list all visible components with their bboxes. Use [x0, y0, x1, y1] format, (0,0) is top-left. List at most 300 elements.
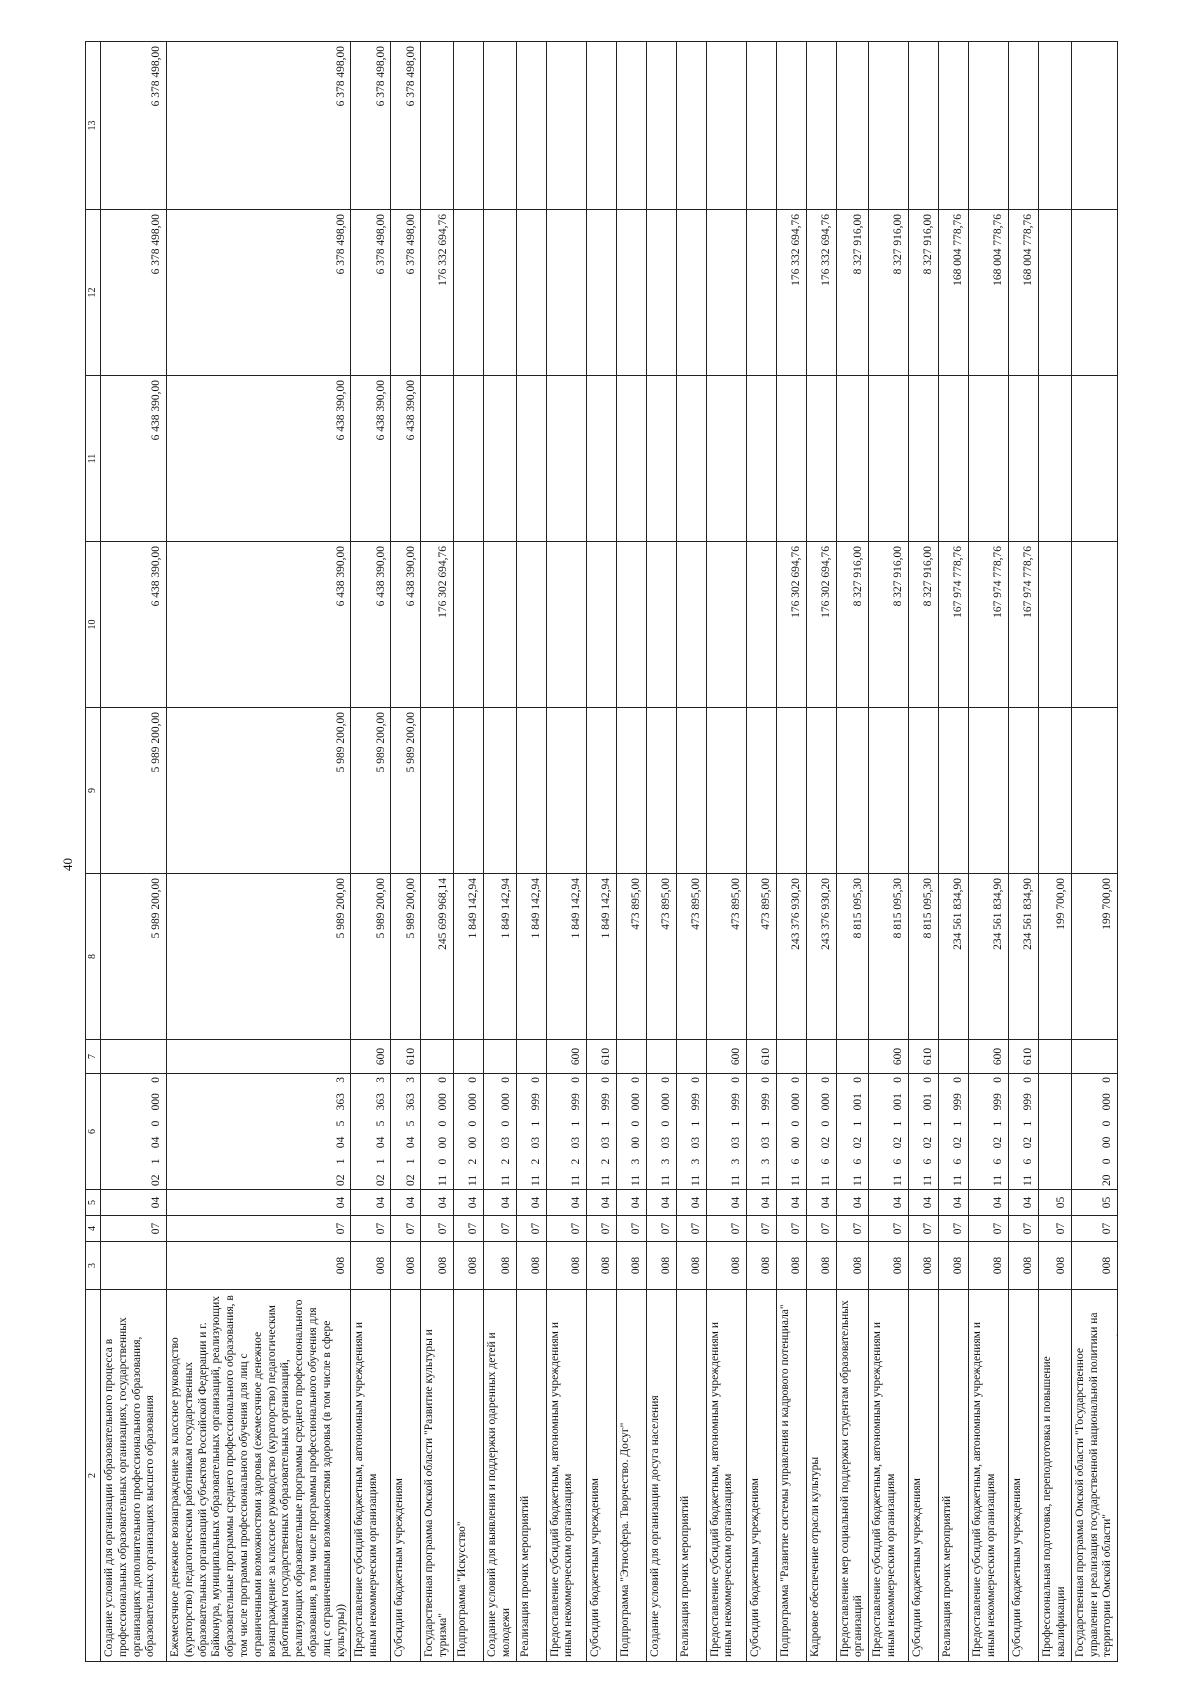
- amount-cell: 473 895,00: [706, 874, 746, 1040]
- code-part: 1: [374, 1158, 387, 1165]
- column-number: 13: [86, 42, 101, 210]
- code-part: 0: [437, 1120, 450, 1127]
- code-part: 11: [569, 1174, 582, 1186]
- amount-cell: 5 989 200,00: [391, 708, 421, 874]
- row-name: Предоставление субсидий бюджетным, автономным учреждениям и иным некоммерческим организациям: [351, 1290, 391, 1662]
- expense-type-code: 600: [706, 1040, 746, 1074]
- table-row: [391, 42, 421, 1662]
- target-article-code: [939, 1074, 969, 1190]
- amount-cell: 176 332 694,76: [421, 210, 454, 376]
- amount-cell: 167 974 778,76: [969, 542, 1009, 708]
- code-part: 1: [689, 1120, 702, 1127]
- subsection-code: 04: [546, 1190, 586, 1216]
- row-name: Предоставление субсидий бюджетным, автономным учреждениям и иным некоммерческим организациям: [706, 1290, 746, 1662]
- code-part: 02: [992, 1136, 1005, 1149]
- amount-cell: [586, 42, 616, 210]
- table-row: [1039, 42, 1072, 1662]
- amount-cell: [676, 210, 706, 376]
- code-part: 11: [659, 1174, 672, 1186]
- code-part: 001: [892, 1093, 905, 1111]
- amount-cell: [706, 708, 746, 874]
- code-part: 999: [529, 1093, 542, 1111]
- amount-cell: 168 004 778,76: [939, 210, 969, 376]
- target-article-code: [421, 1074, 454, 1190]
- code-part: 1: [404, 1158, 417, 1165]
- target-article-code: [746, 1074, 776, 1190]
- amount-cell: [969, 708, 1009, 874]
- subsection-code: 04: [516, 1190, 546, 1216]
- code-part: 6: [922, 1158, 935, 1165]
- code-part: 11: [992, 1174, 1005, 1186]
- code-part: 02: [952, 1136, 965, 1149]
- row-name: Субсидии бюджетным учреждениям: [586, 1290, 616, 1662]
- amount-cell: [746, 210, 776, 376]
- section-code: 07: [939, 1216, 969, 1242]
- code-part: 02: [404, 1174, 417, 1186]
- page-number: 40: [60, 858, 75, 871]
- amount-cell: [706, 542, 746, 708]
- ministry-code: 008: [909, 1242, 939, 1290]
- code-part: 0: [499, 1120, 512, 1127]
- code-parts: [952, 1077, 966, 1186]
- subsection-code: 04: [676, 1190, 706, 1216]
- ministry-code: 008: [939, 1242, 969, 1290]
- code-part: 5: [404, 1120, 417, 1127]
- code-parts: [730, 1077, 744, 1186]
- code-part: 3: [689, 1158, 702, 1165]
- amount-cell: 6 378 498,00: [351, 42, 391, 210]
- amount-cell: [616, 376, 646, 542]
- amount-cell: [806, 42, 836, 210]
- code-part: 0: [922, 1077, 935, 1083]
- table-row: [836, 42, 869, 1662]
- code-parts: [790, 1077, 804, 1186]
- code-part: 000: [437, 1093, 450, 1111]
- code-part: 00: [467, 1136, 480, 1149]
- target-article-code: [586, 1074, 616, 1190]
- amount-cell: [746, 542, 776, 708]
- subsection-code: 04: [706, 1190, 746, 1216]
- code-part: 11: [952, 1174, 965, 1186]
- section-code: 07: [453, 1216, 483, 1242]
- row-name: Реализация прочих мероприятий: [939, 1290, 969, 1662]
- code-parts: [150, 1077, 164, 1186]
- amount-cell: 1 849 142,94: [516, 874, 546, 1040]
- code-part: 2: [599, 1158, 612, 1165]
- ministry-code: 008: [676, 1242, 706, 1290]
- amount-cell: [909, 376, 939, 542]
- code-part: 2: [467, 1158, 480, 1165]
- code-part: 999: [689, 1093, 702, 1111]
- code-part: 2: [569, 1158, 582, 1165]
- target-article-code: [1039, 1074, 1072, 1190]
- amount-cell: [869, 42, 909, 210]
- code-part: 000: [499, 1093, 512, 1111]
- table-row: [869, 42, 909, 1662]
- expense-type-code: [1039, 1040, 1072, 1074]
- amount-cell: [806, 376, 836, 542]
- section-code: 07: [676, 1216, 706, 1242]
- section-code: 07: [1039, 1216, 1072, 1242]
- table-row: [746, 42, 776, 1662]
- amount-cell: [453, 42, 483, 210]
- section-code: 07: [909, 1216, 939, 1242]
- subsection-code: 05: [1071, 1190, 1117, 1216]
- amount-cell: 234 561 834,90: [969, 874, 1009, 1040]
- target-article-code: [391, 1074, 421, 1190]
- subsection-code: 04: [836, 1190, 869, 1216]
- subsection-code: 04: [616, 1190, 646, 1216]
- amount-cell: [453, 376, 483, 542]
- code-part: 11: [1022, 1174, 1035, 1186]
- expense-type-code: [421, 1040, 454, 1074]
- expense-type-code: [646, 1040, 676, 1074]
- amount-cell: 8 327 916,00: [836, 542, 869, 708]
- subsection-code: 04: [939, 1190, 969, 1216]
- code-part: 999: [729, 1093, 742, 1111]
- table-row: [1071, 42, 1117, 1662]
- amount-cell: [1039, 42, 1072, 210]
- table-row: [421, 42, 454, 1662]
- amount-cell: 6 378 498,00: [391, 42, 421, 210]
- table-row: [776, 42, 806, 1662]
- code-parts: [467, 1077, 481, 1186]
- code-part: 0: [1101, 1120, 1114, 1127]
- amount-cell: [1039, 376, 1072, 542]
- amount-cell: 5 989 200,00: [167, 874, 351, 1040]
- code-part: 6: [1022, 1158, 1035, 1165]
- amount-cell: [516, 42, 546, 210]
- amount-cell: [746, 708, 776, 874]
- code-part: 0: [689, 1077, 702, 1083]
- amount-cell: [939, 42, 969, 210]
- amount-cell: [836, 708, 869, 874]
- row-name: Предоставление субсидий бюджетным, автономным учреждениям и иным некоммерческим организациям: [869, 1290, 909, 1662]
- amount-cell: 473 895,00: [646, 874, 676, 1040]
- section-code: 07: [421, 1216, 454, 1242]
- code-part: 0: [1101, 1158, 1114, 1165]
- amount-cell: 6 438 390,00: [167, 542, 351, 708]
- amount-cell: [546, 708, 586, 874]
- amount-cell: 8 815 095,30: [909, 874, 939, 1040]
- amount-cell: 176 332 694,76: [806, 210, 836, 376]
- amount-cell: 6 438 390,00: [351, 542, 391, 708]
- code-part: 0: [629, 1120, 642, 1127]
- code-part: 02: [374, 1174, 387, 1186]
- amount-cell: [1039, 210, 1072, 376]
- ministry-code: 008: [351, 1242, 391, 1290]
- amount-cell: [586, 542, 616, 708]
- amount-cell: 473 895,00: [746, 874, 776, 1040]
- amount-cell: [1039, 708, 1072, 874]
- code-part: 11: [922, 1174, 935, 1186]
- amount-cell: 6 378 498,00: [351, 210, 391, 376]
- code-part: 03: [529, 1136, 542, 1149]
- amount-cell: 199 700,00: [1039, 874, 1072, 1040]
- row-name: Государственная программа Омской области "Государственное управление и реализация государственной национальной политики на территории Омской области": [1071, 1290, 1117, 1662]
- amount-cell: [453, 210, 483, 376]
- target-article-code: [1071, 1074, 1117, 1190]
- code-part: 02: [1022, 1136, 1035, 1149]
- subsection-code: 04: [776, 1190, 806, 1216]
- amount-cell: 473 895,00: [676, 874, 706, 1040]
- table-row: [546, 42, 586, 1662]
- amount-cell: [1071, 210, 1117, 376]
- section-code: 07: [351, 1216, 391, 1242]
- column-number: 12: [86, 210, 101, 376]
- amount-cell: [939, 708, 969, 874]
- expense-type-code: [453, 1040, 483, 1074]
- subsection-code: 04: [421, 1190, 454, 1216]
- code-part: 000: [1101, 1093, 1114, 1111]
- code-part: 04: [334, 1136, 347, 1149]
- code-part: 03: [569, 1136, 582, 1149]
- column-number: 2: [86, 1290, 101, 1662]
- amount-cell: 176 332 694,76: [776, 210, 806, 376]
- table-row: [806, 42, 836, 1662]
- target-article-code: [516, 1074, 546, 1190]
- amount-cell: 6 378 498,00: [167, 210, 351, 376]
- code-part: 1: [729, 1120, 742, 1127]
- code-part: 0: [659, 1077, 672, 1083]
- code-part: 000: [789, 1093, 802, 1111]
- code-part: 2: [529, 1158, 542, 1165]
- budget-table: [85, 41, 1118, 1662]
- expense-type-code: 600: [546, 1040, 586, 1074]
- subsection-code: 04: [167, 1190, 351, 1216]
- amount-cell: 5 989 200,00: [101, 874, 167, 1040]
- ministry-code: 008: [806, 1242, 836, 1290]
- amount-cell: [616, 210, 646, 376]
- amount-cell: [1009, 708, 1039, 874]
- amount-cell: [516, 376, 546, 542]
- amount-cell: [616, 42, 646, 210]
- row-name: Государственная программа Омской области "Развитие культуры и туризма": [421, 1290, 454, 1662]
- code-part: 3: [729, 1158, 742, 1165]
- code-part: 1: [529, 1120, 542, 1127]
- row-name: Субсидии бюджетным учреждениям: [1009, 1290, 1039, 1662]
- code-parts: [405, 1077, 419, 1186]
- code-part: 3: [374, 1077, 387, 1083]
- code-part: 20: [1101, 1174, 1114, 1186]
- table-row: [351, 42, 391, 1662]
- amount-cell: [806, 708, 836, 874]
- amount-cell: 243 376 930,20: [776, 874, 806, 1040]
- subsection-code: 04: [909, 1190, 939, 1216]
- table-row: [676, 42, 706, 1662]
- code-part: 11: [467, 1174, 480, 1186]
- code-parts: [690, 1077, 704, 1186]
- code-part: 11: [789, 1174, 802, 1186]
- code-part: 3: [759, 1158, 772, 1165]
- table-row: [586, 42, 616, 1662]
- table-row: [101, 42, 167, 1662]
- amount-cell: [776, 42, 806, 210]
- target-article-code: [836, 1074, 869, 1190]
- code-part: 00: [1101, 1136, 1114, 1149]
- row-name: Подпрограмма "Развитие системы управления и кадрового потенциала": [776, 1290, 806, 1662]
- amount-cell: [546, 42, 586, 210]
- code-part: 6: [852, 1158, 865, 1165]
- target-article-code: [483, 1074, 516, 1190]
- table-row: [969, 42, 1009, 1662]
- amount-cell: 6 438 390,00: [101, 376, 167, 542]
- amount-cell: 245 699 968,14: [421, 874, 454, 1040]
- ministry-code: 008: [1009, 1242, 1039, 1290]
- amount-cell: 168 004 778,76: [969, 210, 1009, 376]
- amount-cell: 6 378 498,00: [101, 210, 167, 376]
- expense-type-code: [616, 1040, 646, 1074]
- code-part: 02: [150, 1174, 163, 1186]
- amount-cell: 6 378 498,00: [391, 210, 421, 376]
- expense-type-code: 610: [909, 1040, 939, 1074]
- code-part: 1: [759, 1120, 772, 1127]
- code-part: 363: [404, 1093, 417, 1111]
- code-part: 0: [892, 1077, 905, 1083]
- amount-cell: 1 849 142,94: [483, 874, 516, 1040]
- code-part: 1: [922, 1120, 935, 1127]
- ministry-code: 008: [483, 1242, 516, 1290]
- section-code: 07: [969, 1216, 1009, 1242]
- amount-cell: [646, 210, 676, 376]
- code-part: 6: [892, 1158, 905, 1165]
- amount-cell: 176 302 694,76: [421, 542, 454, 708]
- section-code: 07: [586, 1216, 616, 1242]
- amount-cell: [646, 708, 676, 874]
- row-name: Создание условий для выявления и поддержки одаренных детей и молодежи: [483, 1290, 516, 1662]
- amount-cell: 6 378 498,00: [167, 42, 351, 210]
- amount-cell: [646, 542, 676, 708]
- section-code: 07: [101, 1216, 167, 1242]
- amount-cell: [746, 376, 776, 542]
- expense-type-code: [483, 1040, 516, 1074]
- row-name: Субсидии бюджетным учреждениям: [746, 1290, 776, 1662]
- subsection-code: 04: [646, 1190, 676, 1216]
- subsection-code: 04: [586, 1190, 616, 1216]
- code-part: 11: [729, 1174, 742, 1186]
- ministry-code: 008: [421, 1242, 454, 1290]
- amount-cell: [586, 210, 616, 376]
- code-part: 000: [819, 1093, 832, 1111]
- code-part: 363: [374, 1093, 387, 1111]
- amount-cell: 1 849 142,94: [546, 874, 586, 1040]
- amount-cell: [939, 376, 969, 542]
- section-code: 07: [836, 1216, 869, 1242]
- code-parts: [375, 1077, 389, 1186]
- column-number-row: [86, 42, 101, 1662]
- section-code: 07: [483, 1216, 516, 1242]
- code-part: 1: [150, 1158, 163, 1165]
- subsection-code: 05: [1039, 1190, 1072, 1216]
- code-part: 3: [404, 1077, 417, 1083]
- code-parts: [660, 1077, 674, 1186]
- expense-type-code: 600: [869, 1040, 909, 1074]
- code-part: 6: [789, 1158, 802, 1165]
- section-code: 07: [776, 1216, 806, 1242]
- column-number: 8: [86, 874, 101, 1040]
- code-part: 03: [599, 1136, 612, 1149]
- code-part: 0: [759, 1077, 772, 1083]
- code-part: 04: [404, 1136, 417, 1149]
- amount-cell: 8 815 095,30: [869, 874, 909, 1040]
- section-code: 07: [869, 1216, 909, 1242]
- row-name: Создание условий для организации досуга населения: [646, 1290, 676, 1662]
- code-part: 03: [759, 1136, 772, 1149]
- target-article-code: [167, 1074, 351, 1190]
- subsection-code: 04: [351, 1190, 391, 1216]
- code-part: 03: [689, 1136, 702, 1149]
- amount-cell: [421, 376, 454, 542]
- code-part: 363: [334, 1093, 347, 1111]
- table-row: [1009, 42, 1039, 1662]
- expense-type-code: [516, 1040, 546, 1074]
- target-article-code: [351, 1074, 391, 1190]
- amount-cell: [546, 542, 586, 708]
- target-article-code: [969, 1074, 1009, 1190]
- ministry-code: [101, 1242, 167, 1290]
- amount-cell: 8 327 916,00: [869, 542, 909, 708]
- amount-cell: [421, 708, 454, 874]
- column-number: 6: [86, 1074, 101, 1190]
- amount-cell: [616, 708, 646, 874]
- target-article-code: [706, 1074, 746, 1190]
- code-part: 0: [499, 1077, 512, 1083]
- code-part: 00: [789, 1136, 802, 1149]
- expense-type-code: [1071, 1040, 1117, 1074]
- code-part: 6: [952, 1158, 965, 1165]
- amount-cell: [586, 708, 616, 874]
- ministry-code: 008: [616, 1242, 646, 1290]
- table-row: [939, 42, 969, 1662]
- code-parts: [570, 1077, 584, 1186]
- code-part: 1: [334, 1158, 347, 1165]
- row-name: Реализация прочих мероприятий: [516, 1290, 546, 1662]
- amount-cell: [546, 376, 586, 542]
- target-article-code: [1009, 1074, 1039, 1190]
- amount-cell: [1071, 42, 1117, 210]
- code-part: 000: [150, 1093, 163, 1111]
- expense-type-code: [939, 1040, 969, 1074]
- row-name: Подпрограмма "Этносфера. Творчество. Досуг": [616, 1290, 646, 1662]
- amount-cell: 6 438 390,00: [101, 542, 167, 708]
- amount-cell: [969, 376, 1009, 542]
- amount-cell: 1 849 142,94: [586, 874, 616, 1040]
- code-part: 0: [629, 1077, 642, 1083]
- code-part: 0: [729, 1077, 742, 1083]
- code-part: 1: [599, 1120, 612, 1127]
- ministry-code: 008: [586, 1242, 616, 1290]
- target-article-code: [616, 1074, 646, 1190]
- code-parts: [892, 1077, 906, 1186]
- amount-cell: 5 989 200,00: [351, 874, 391, 1040]
- expense-type-code: 610: [586, 1040, 616, 1074]
- section-code: 07: [391, 1216, 421, 1242]
- code-part: 0: [437, 1077, 450, 1083]
- amount-cell: [516, 708, 546, 874]
- ministry-code: 008: [969, 1242, 1009, 1290]
- code-part: 0: [599, 1077, 612, 1083]
- column-number: 11: [86, 376, 101, 542]
- amount-cell: 5 989 200,00: [351, 708, 391, 874]
- section-code: 07: [1009, 1216, 1039, 1242]
- amount-cell: 8 327 916,00: [909, 210, 939, 376]
- code-parts: [1022, 1077, 1036, 1186]
- code-part: 02: [852, 1136, 865, 1149]
- code-parts: [630, 1077, 644, 1186]
- code-part: 02: [922, 1136, 935, 1149]
- code-part: 0: [659, 1120, 672, 1127]
- row-name: Предоставление субсидий бюджетным, автономным учреждениям и иным некоммерческим организациям: [546, 1290, 586, 1662]
